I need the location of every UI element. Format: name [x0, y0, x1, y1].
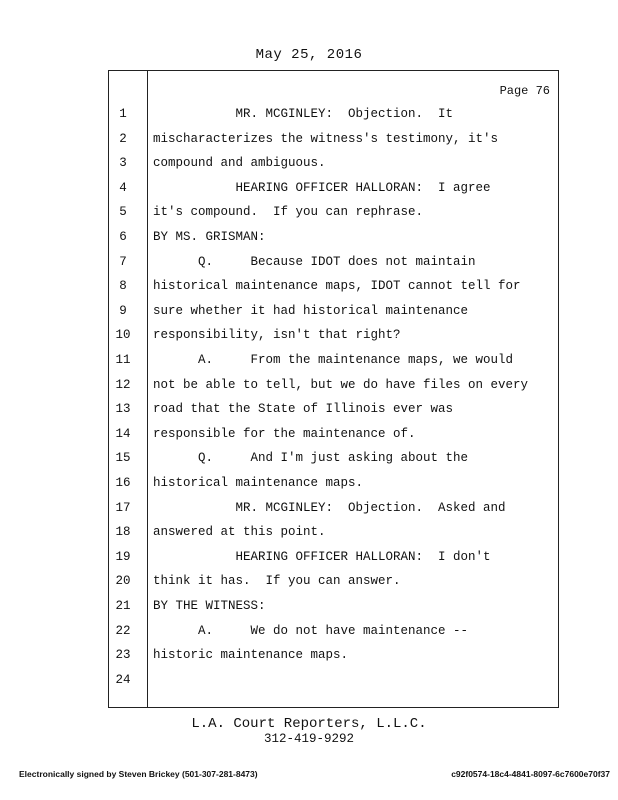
line-number: 11 [115, 353, 131, 367]
transcript-line: MR. MCGINLEY: Objection. It [153, 107, 454, 121]
line-number: 8 [119, 279, 127, 293]
line-number: 16 [115, 476, 131, 490]
page-number: Page 76 [499, 84, 550, 98]
line-number: 2 [119, 132, 127, 146]
line-number: 20 [115, 574, 131, 588]
line-number: 14 [115, 427, 131, 441]
line-number: 23 [115, 648, 131, 662]
line-number: 15 [115, 451, 131, 465]
line-number: 7 [119, 255, 127, 269]
transcript-line: MR. MCGINLEY: Objection. Asked and [153, 501, 506, 515]
transcript-line: Q. Because IDOT does not maintain [153, 255, 476, 269]
line-number: 17 [115, 501, 131, 515]
line-number: 21 [115, 599, 131, 613]
header-date: May 25, 2016 [255, 47, 363, 63]
transcript-line: answered at this point. [153, 525, 326, 539]
line-number: 13 [115, 402, 131, 416]
transcript-line: BY THE WITNESS: [153, 599, 266, 613]
line-number: 1 [119, 107, 127, 121]
line-number: 5 [119, 205, 127, 219]
line-number: 10 [115, 328, 131, 342]
line-number: 18 [115, 525, 131, 539]
transcript-line: historical maintenance maps, IDOT cannot tell for [153, 279, 521, 293]
transcript-line: HEARING OFFICER HALLORAN: I don't [153, 550, 491, 564]
line-number: 19 [115, 550, 131, 564]
transcript-line: road that the State of Illinois ever was [153, 402, 454, 416]
transcript-line: HEARING OFFICER HALLORAN: I agree [153, 181, 491, 195]
line-number: 24 [115, 673, 131, 687]
line-number: 22 [115, 624, 131, 638]
transcript-line: sure whether it had historical maintenance [153, 304, 469, 318]
transcript-line: think it has. If you can answer. [153, 574, 401, 588]
transcript-line: it's compound. If you can rephrase. [153, 205, 424, 219]
line-number: 4 [119, 181, 127, 195]
line-number: 12 [115, 378, 131, 392]
document-id: c92f0574-18c4-4841-8097-6c7600e70f37 [451, 769, 610, 779]
electronic-signature: Electronically signed by Steven Brickey (501-307-281-8473) [19, 769, 258, 779]
transcript-line: historic maintenance maps. [153, 648, 349, 662]
line-number: 6 [119, 230, 127, 244]
transcript-line: A. From the maintenance maps, we would [153, 353, 514, 367]
transcript-line: Q. And I'm just asking about the [153, 451, 469, 465]
transcript-line: not be able to tell, but we do have files on every [153, 378, 529, 392]
transcript-line: BY MS. GRISMAN: [153, 230, 266, 244]
line-number: 9 [119, 304, 127, 318]
line-number-rule [147, 71, 148, 707]
transcript-line: A. We do not have maintenance -- [153, 624, 469, 638]
transcript-line: mischaracterizes the witness's testimony, it's [153, 132, 499, 146]
line-number: 3 [119, 156, 127, 170]
transcript-line: historical maintenance maps. [153, 476, 364, 490]
transcript-line: responsible for the maintenance of. [153, 427, 416, 441]
transcript-line: compound and ambiguous. [153, 156, 326, 170]
court-reporter-firm: L.A. Court Reporters, L.L.C. [191, 716, 427, 732]
court-reporter-phone: 312-419-9292 [263, 732, 354, 746]
transcript-line: responsibility, isn't that right? [153, 328, 401, 342]
